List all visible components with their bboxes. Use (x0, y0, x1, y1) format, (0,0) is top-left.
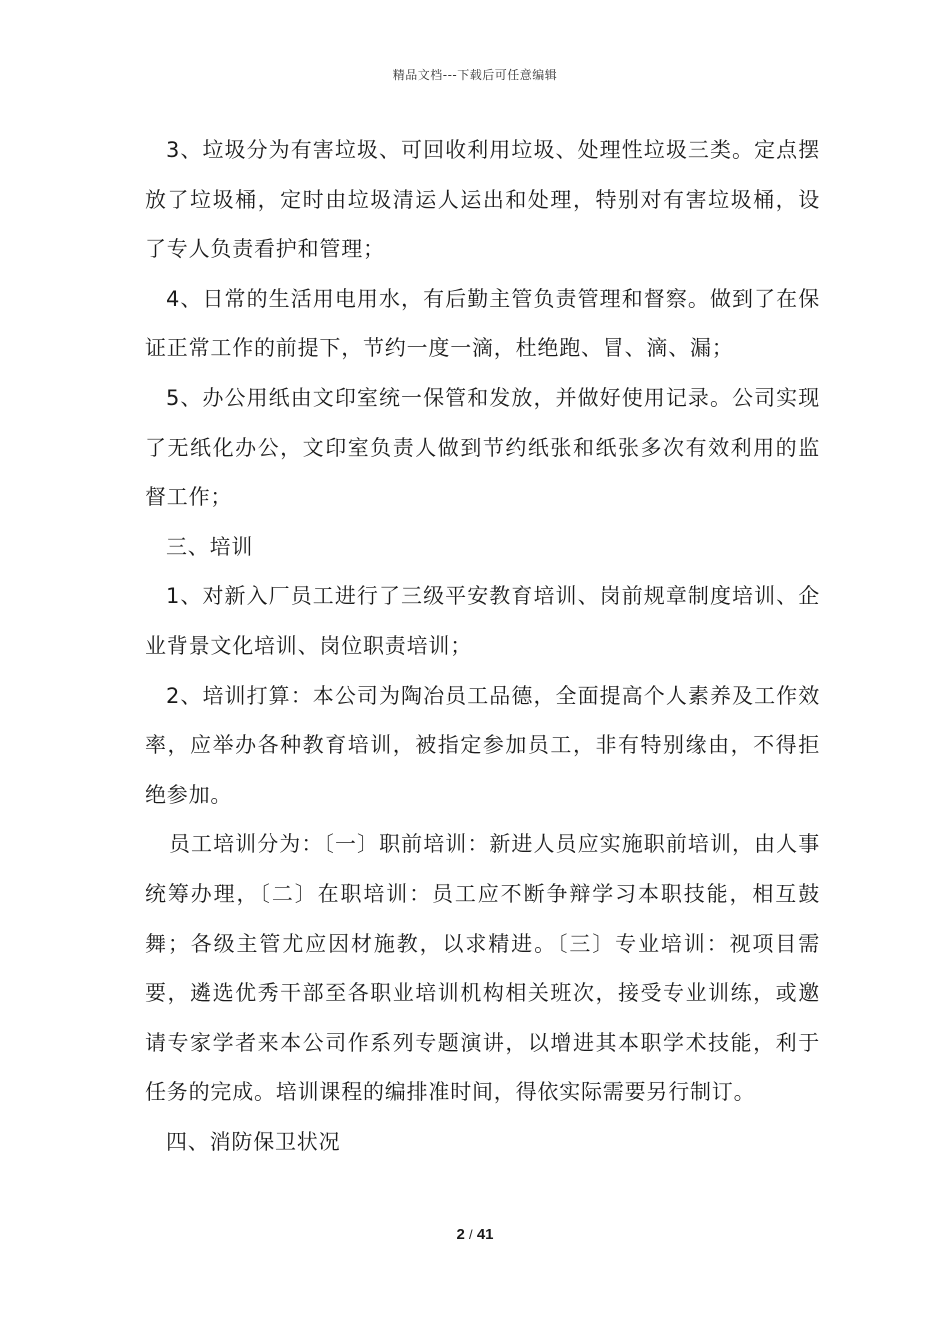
paragraph-utilities: 4、日常的生活用电用水，有后勤主管负责管理和督察。做到了在保证正常工作的前提下，节约一度一滴，杜绝跑、冒、滴、漏； (145, 286, 820, 361)
section-heading-fire-security: 四、消防保卫状况 (166, 1129, 341, 1154)
paragraph-office-paper: 5、办公用纸由文印室统一保管和发放，并做好使用记录。公司实现了无纸化办公，文印室负责人做到节约纸张和纸张多次有效利用的监督工作； (145, 385, 820, 510)
total-page-count: 41 (476, 1226, 494, 1243)
header-text: 精品文档---下载后可任意编辑 (392, 68, 558, 82)
current-page-number: 2 (456, 1226, 465, 1243)
page-number (0, 1226, 950, 1243)
document-body (145, 126, 820, 1167)
page-header (0, 66, 950, 83)
section-heading-training: 三、培训 (166, 534, 254, 559)
paragraph-garbage-sorting: 3、垃圾分为有害垃圾、可回收利用垃圾、处理性垃圾三类。定点摆放了垃圾桶，定时由垃圾清运人运出和处理，特别对有害垃圾桶，设了专人负责看护和管理； (145, 138, 820, 262)
paragraph-training-plan: 2、培训打算：本公司为陶冶员工品德，全面提高个人素养及工作效率，应举办各种教育培训，被指定参加员工，非有特别缘由，不得拒绝参加。 (145, 683, 820, 807)
paragraph-training-types: 员工培训分为：〔一〕职前培训：新进人员应实施职前培训，由人事统筹办理，〔二〕在职培训：员工应不断争辩学习本职技能，相互鼓舞；各级主管尤应因材施教，以求精进。〔三〕专业培训：视项目需要，遴选优秀干部至各职业培训机构相关班次，接受专业训练，或邀请专家学者来本公司作系列专题演讲，以增进其本职学术技能，利于任务的完成。培训课程的编排准时间，得依实际需要另行制订。 (145, 832, 820, 1105)
page-number-separator: / (469, 1227, 473, 1242)
paragraph-new-staff-training: 1、对新入厂员工进行了三级平安教育培训、岗前规章制度培训、企业背景文化培训、岗位职责培训； (145, 584, 820, 658)
